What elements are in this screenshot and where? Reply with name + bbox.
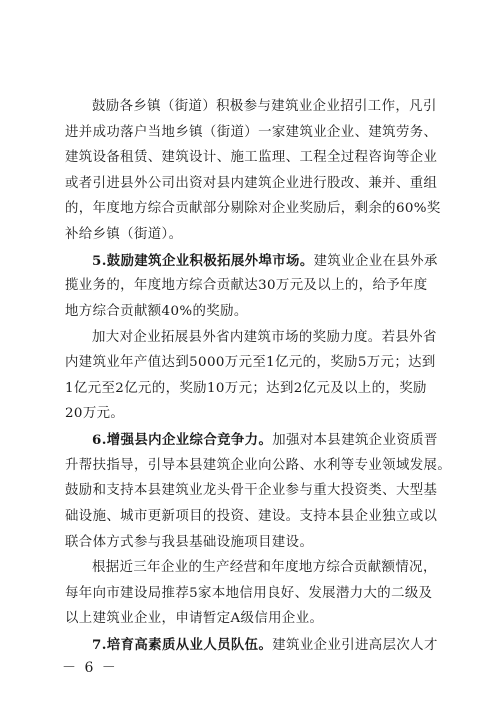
paragraph-1-line-6: 补给乡镇（街道）。: [65, 227, 183, 242]
paragraph-1-line-3: 建筑设备租赁、建筑设计、施工监理、工程全过程咨询等企业: [65, 150, 438, 165]
paragraph-2-line-3: 地方综合贡献额40%的奖励。: [65, 304, 248, 319]
paragraph-3-line-4: 20万元。: [65, 406, 125, 421]
paragraph-6-line-1: [92, 636, 445, 655]
paragraph-4-line-1: [92, 431, 445, 450]
paragraph-2-line-1: [92, 252, 445, 271]
paragraph-4-line-5: 联合体方式参与我县基础设施项目建设。: [65, 535, 314, 550]
paragraph-4-line-2: 升帮扶指导，引导本县建筑企业向公路、水利等专业领域发展。: [65, 458, 452, 473]
paragraph-2-line-2: 揽业务的，年度地方综合贡献达30万元及以上的，给予年度: [65, 278, 428, 293]
paragraph-6-line-1-text: 建筑业企业引进高层次人才: [272, 638, 438, 653]
paragraph-4-line-1-text: 加强对本县建筑企业资质晋: [272, 433, 438, 448]
paragraph-1-line-5: 的，年度地方综合贡献部分剔除对企业奖励后，剩余的60%奖: [65, 201, 441, 216]
paragraph-3-line-1: 加大对企业拓展县外省内建筑市场的奖励力度。若县外省: [92, 330, 437, 345]
section-6-heading: 6.增强县内企业综合竞争力。: [92, 432, 273, 448]
section-5-heading: 5.鼓励建筑企业积极拓展外埠市场。: [92, 253, 314, 269]
paragraph-5-line-3: 以上建筑业企业，申请暂定A级信用企业。: [65, 611, 324, 626]
paragraph-3-line-2: 内建筑业年产值达到5000万元至1亿元的，奖励5万元；达到: [65, 355, 436, 370]
paragraph-1-line-1: 鼓励各乡镇（街道）积极参与建筑业企业招引工作，凡引: [92, 99, 437, 114]
paragraph-5-line-2: 每年向市建设局推荐5家本地信用良好、发展潜力大的二级及: [65, 586, 433, 601]
section-7-heading: 7.培育高素质从业人员队伍。: [92, 637, 273, 653]
paragraph-4-line-4: 础设施、城市更新项目的投资、建设。支持本县企业独立或以: [65, 509, 438, 524]
paragraph-4-line-3: 鼓励和支持本县建筑业龙头骨干企业参与重大投资类、大型基: [65, 483, 438, 498]
paragraph-3-line-3: 1亿元至2亿元的，奖励10万元；达到2亿元及以上的，奖励: [65, 381, 427, 396]
paragraph-5-line-1: 根据近三年企业的生产经营和年度地方综合贡献额情况，: [92, 560, 437, 575]
paragraph-2-line-1-text: 建筑业企业在县外承: [313, 254, 438, 269]
paragraph-1-line-2: 进并成功落户当地乡镇（街道）一家建筑业企业、建筑劳务、: [65, 125, 438, 140]
paragraph-1-line-4: 或者引进县外公司出资对县内建筑企业进行股改、兼并、重组: [65, 176, 438, 191]
page-number: － 6 －: [62, 660, 118, 676]
